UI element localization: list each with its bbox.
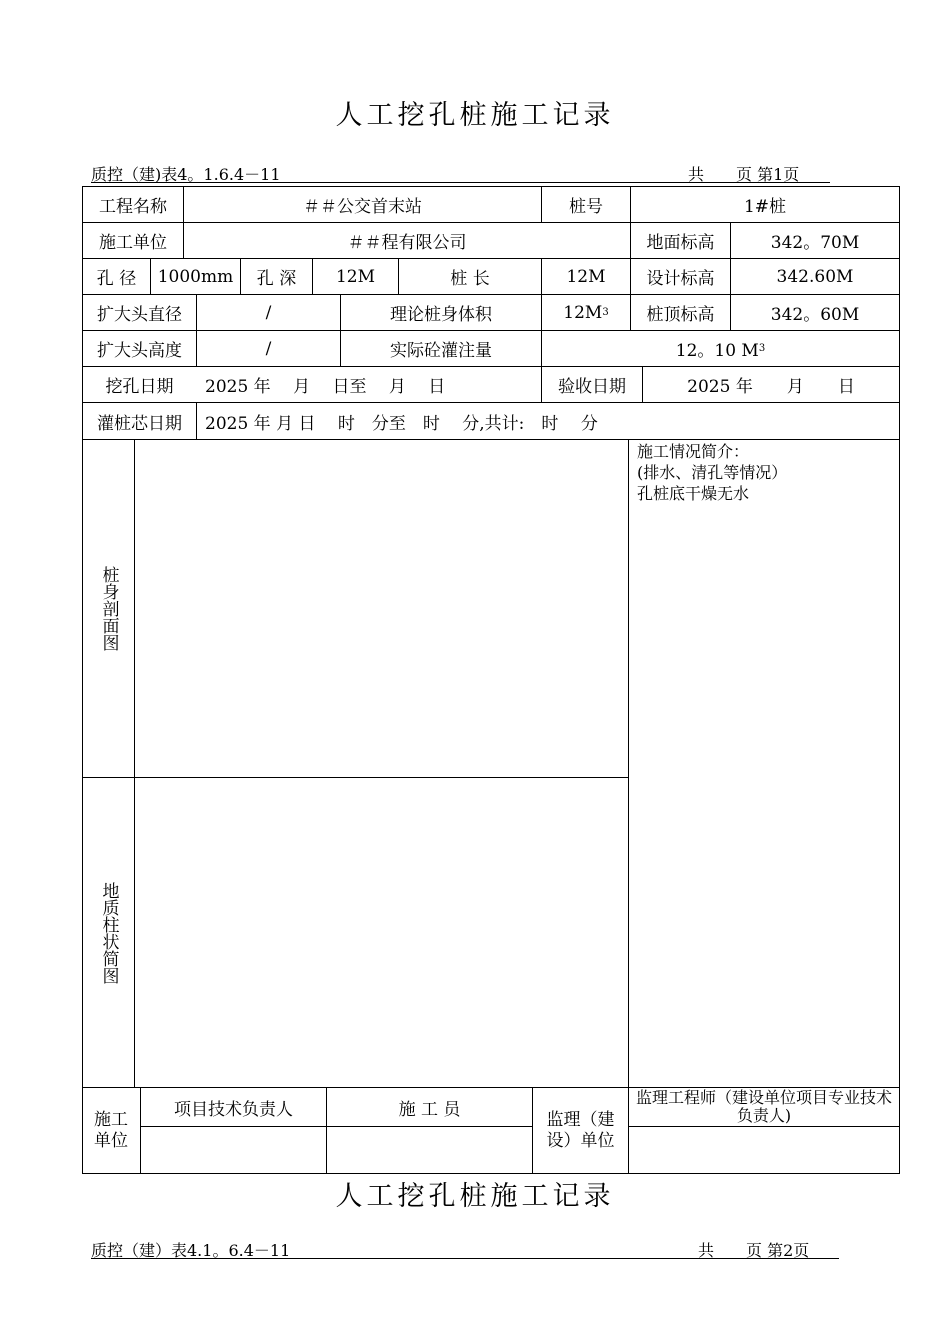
acceptance-date-label: 验收日期 <box>558 377 626 397</box>
tech-lead-signature-field[interactable] <box>141 1127 326 1173</box>
supervising-engineer-label: 监理工程师（建设单位项目专业技术负责人) <box>636 1088 893 1125</box>
project-name-value: ＃＃公交首末站 <box>303 197 422 217</box>
project-name-label: 工程名称 <box>99 197 167 217</box>
notes-subtitle: (排水、清孔等情况） <box>637 463 788 482</box>
actual-pour-value: 12。10 M 3 <box>675 341 766 361</box>
contractor-label: 施工单位 <box>99 233 167 253</box>
dig-date-label: 挖孔日期 <box>105 377 174 397</box>
dig-date-value: 2025 年 月 日至 月 日 <box>205 377 446 397</box>
pile-profile-label: 桩身剖面图 <box>98 566 119 651</box>
contractor-unit-label: 施工单位 <box>94 1109 128 1151</box>
design-elevation-value: 342.60M <box>776 266 854 287</box>
ground-elevation-value: 342。70M <box>770 233 860 253</box>
construction-worker-label: 施 工 员 <box>398 1099 461 1120</box>
theoretical-volume-label: 理论桩身体积 <box>390 305 492 325</box>
ground-elevation-label: 地面标高 <box>646 233 715 253</box>
design-elevation-label: 设计标高 <box>646 269 715 289</box>
tech-lead-label: 项目技术负责人 <box>174 1099 293 1120</box>
geology-column-label: 地质柱状简图 <box>98 881 119 984</box>
pile-profile-drawing-area <box>135 440 628 777</box>
construction-notes <box>637 441 787 504</box>
pile-number-label: 桩号 <box>569 197 603 217</box>
page2-form-number: 质控（建）表4.1。6.4－11 <box>91 1241 291 1260</box>
hole-diameter-label: 孔 径 <box>96 269 137 289</box>
hole-depth-label: 孔 深 <box>256 269 297 289</box>
pile-top-elevation-label: 桩顶标高 <box>646 305 715 325</box>
acceptance-date-value: 2025 年 月 日 <box>687 377 855 397</box>
pile-number-value: 1#桩 <box>743 197 787 217</box>
worker-signature-field[interactable] <box>327 1127 532 1173</box>
hole-depth-value: 12M <box>335 266 376 287</box>
supervisor-unit-label: 监理（建设）单位 <box>546 1109 615 1151</box>
pour-date-value: 2025 年 月 日 时 分至 时 分,共计: 时 分 <box>205 413 598 434</box>
page-info: 共 页 第1页 <box>688 165 800 184</box>
pile-length-label: 桩 长 <box>450 269 490 289</box>
bell-height-label: 扩大头高度 <box>97 341 182 361</box>
notes-title: 施工情况简介： <box>637 442 750 461</box>
page2-title: 人工挖孔桩施工记录 <box>335 1181 615 1212</box>
pile-length-value: 12M <box>566 266 606 287</box>
supervisor-signature-field[interactable] <box>629 1127 899 1173</box>
pile-top-elevation-value: 342。60M <box>770 305 860 325</box>
hole-diameter-value: 1000mm <box>157 266 234 287</box>
actual-pour-label: 实际砼灌注量 <box>390 341 492 361</box>
geology-drawing-area <box>135 778 628 1087</box>
bell-height-value: / <box>265 338 272 359</box>
notes-content: 孔桩底干燥无水 <box>637 484 750 503</box>
bell-diameter-label: 扩大头直径 <box>97 305 182 325</box>
page2-page-info: 共 页 第2页 <box>698 1241 810 1260</box>
bell-diameter-value: / <box>265 302 272 323</box>
page-title: 人工挖孔桩施工记录 <box>335 100 615 131</box>
form-number: 质控（建)表4。1.6.4－11 <box>91 165 281 184</box>
theoretical-volume-value: 12M 3 <box>563 302 609 323</box>
contractor-value: ＃＃程有限公司 <box>347 233 467 253</box>
pour-date-label: 灌桩芯日期 <box>97 413 182 434</box>
